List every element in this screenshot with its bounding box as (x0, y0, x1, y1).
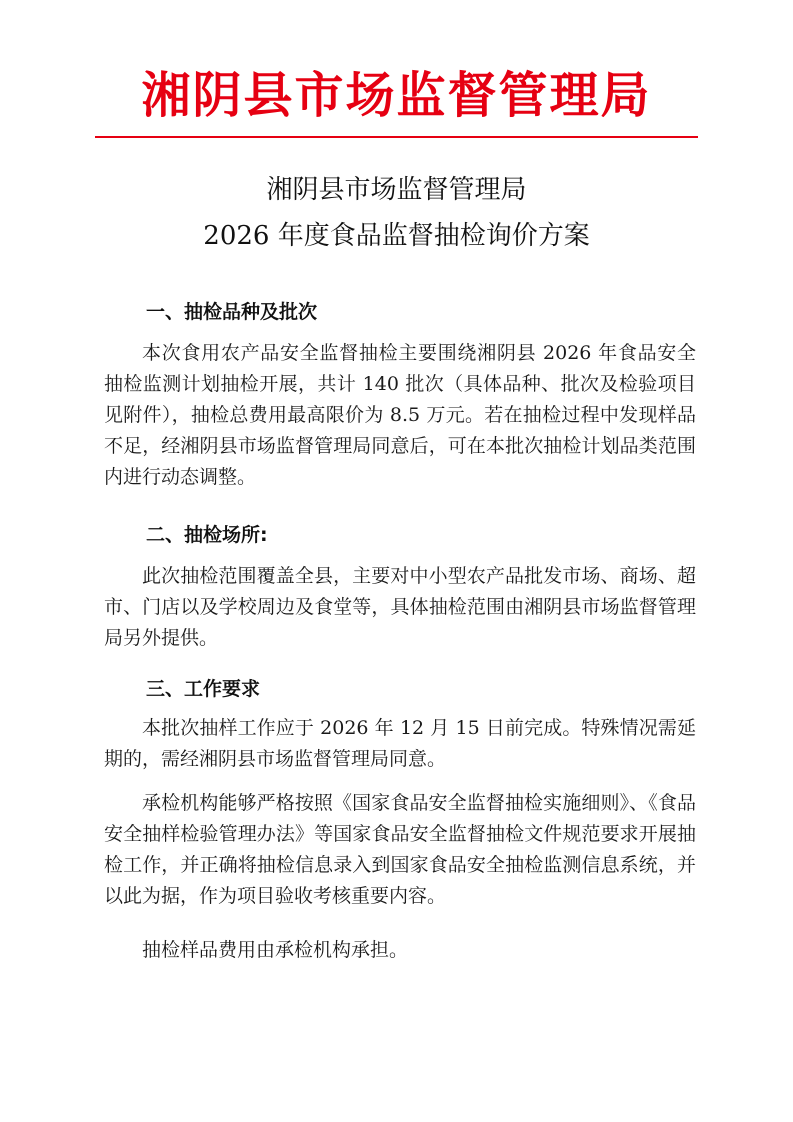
section-3-paragraph-2: 承检机构能够严格按照《国家食品安全监督抽检实施细则》、《食品安全抽样检验管理办法》等国家食品安全监督抽检文件规范要求开展抽检工作，并正确将抽检信息录入到国家食品安全抽检监测信息系统，并以此为据，作为项目验收考核重要内容。 (104, 792, 696, 907)
letterhead-red-rule (95, 136, 698, 138)
section-1-paragraph: 本次食用农产品安全监督抽检主要围绕湘阴县 2026 年食品安全抽检监测计划抽检开展，共计 140 批次（具体品种、批次及检验项目见附件），抽检总费用最高限价为 8.5 万元。若在抽检过程中发现样品不足，经湘阴县市场监督管理局同意后，可在本批次抽检计划品类范围内进行动态调整。 (104, 342, 696, 488)
section-2-paragraph: 此次抽检范围覆盖全县，主要对中小型农产品批发市场、商场、超市、门店以及学校周边及食堂等，具体抽检范围由湘阴县市场监督管理局另外提供。 (104, 565, 696, 649)
section-2-heading: 二、抽检场所: (146, 524, 268, 546)
document-title-line-2: 2026 年度食品监督抽检询价方案 (203, 221, 590, 251)
document-title-line-1: 湘阴县市场监督管理局 (266, 175, 527, 205)
letterhead-org-name: 湘阴县市场监督管理局 (141, 66, 652, 124)
section-3-paragraph-3: 抽检样品费用由承检机构承担。 (142, 939, 409, 961)
section-3-paragraph-1: 本批次抽样工作应于 2026 年 12 月 15 日前完成。特殊情况需延期的，需经湘阴县市场监督管理局同意。 (104, 717, 696, 770)
section-3-heading: 三、工作要求 (146, 678, 261, 700)
section-1-heading: 一、抽检品种及批次 (146, 301, 318, 323)
